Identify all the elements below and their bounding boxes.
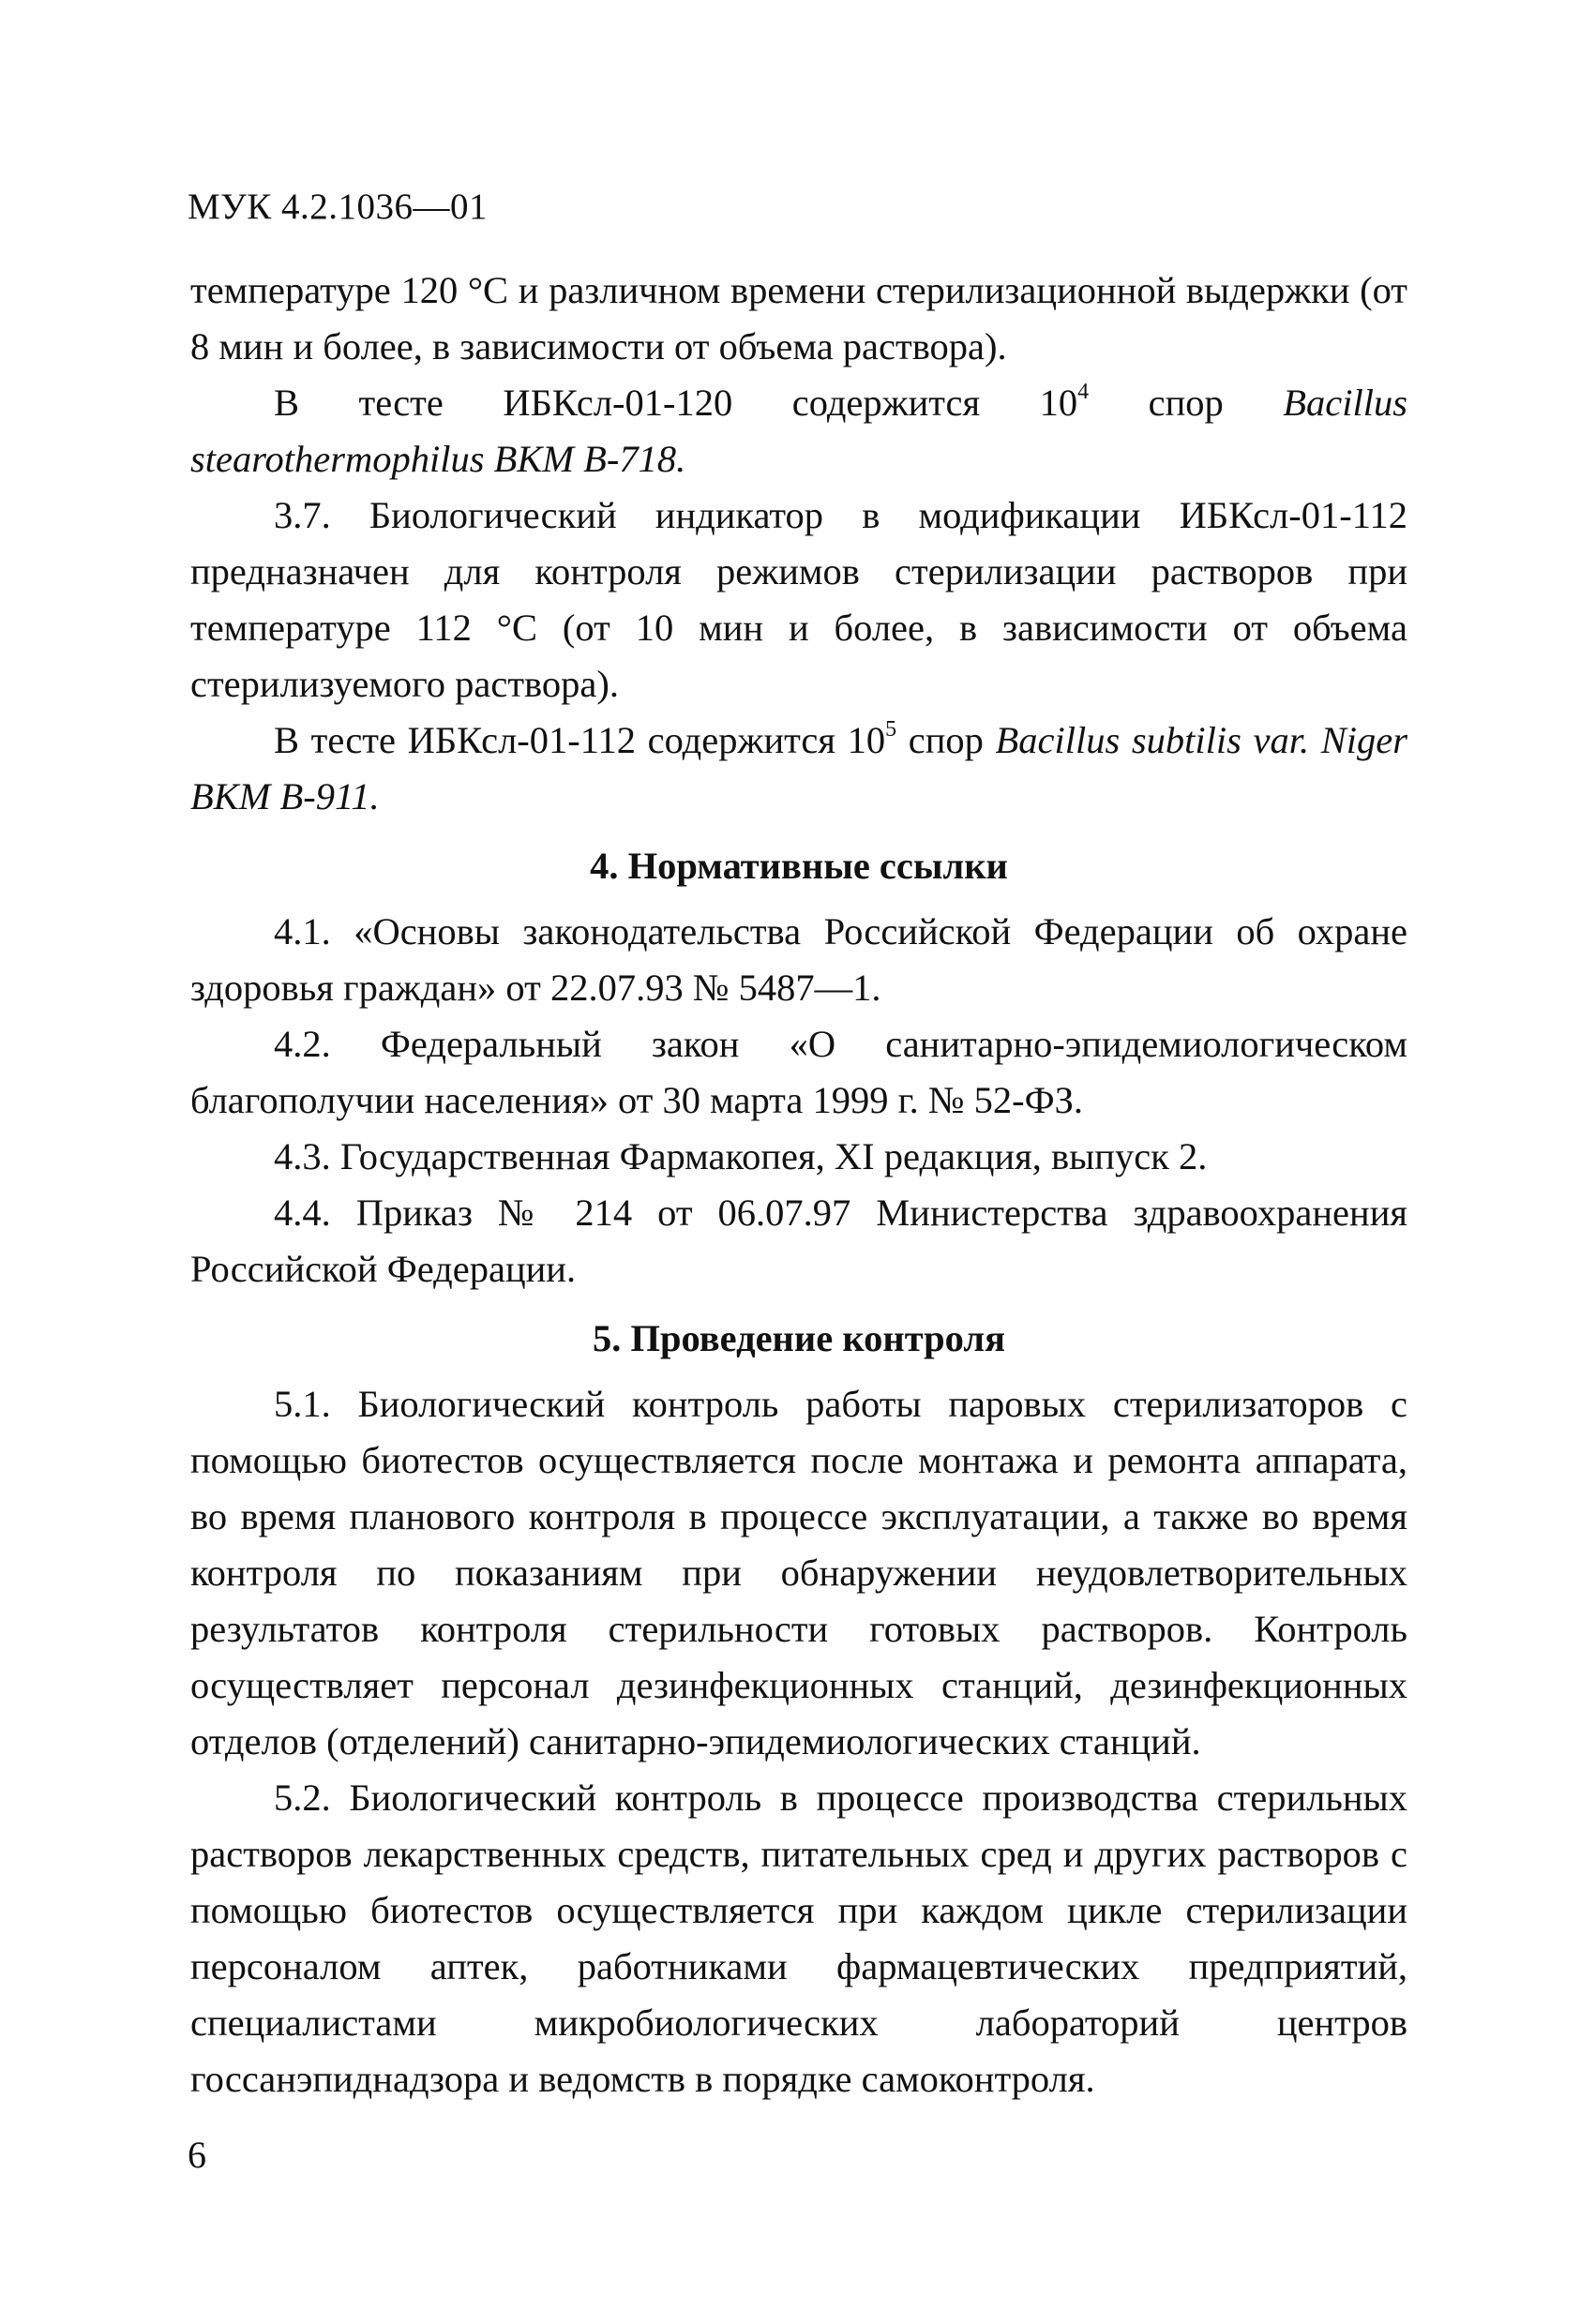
- section-4-item-1: 4.1. «Основы законодательства Российской Федерации об охране здоровья граждан» от 22.07.93 № 5487—1.: [190, 910, 1407, 1009]
- paragraph-test-112-exponent: 5: [885, 716, 897, 742]
- paragraph-test-112-text: В тесте ИБКсл-01-112 содержится 10: [274, 719, 886, 761]
- section-5-item-2: 5.2. Биологический контроль в процессе производства стерильных растворов лекарственных средств, питательных сред и других растворов с помощью биотестов осуществляется при каждом цикле стерилизации персоналом аптек, работниками фармацевтических предприятий, специалистами микробиологических лабораторий центров госсанэпиднадзора и ведомств в порядке самоконтроля.: [190, 1777, 1407, 2100]
- document-body: [190, 262, 1407, 2107]
- document-header-code: МУК 4.2.1036—01: [188, 187, 489, 227]
- paragraph-test-112: [190, 712, 1407, 825]
- section-4-item-4: 4.4. Приказ № 214 от 06.07.97 Министерства здравоохранения Российской Федерации.: [190, 1192, 1407, 1290]
- paragraph-test-120-text: В тесте ИБКсл-01-120 содержится 10: [274, 382, 1078, 424]
- section-4-item-3: 4.3. Государственная Фармакопея, XI редакция, выпуск 2.: [274, 1135, 1208, 1177]
- paragraph-3-7: 3.7. Биологический индикатор в модификации ИБКсл-01-112 предназначен для контроля режимов стерилизации растворов при температуре 112 °С (от 10 мин и более, в зависимости от объема стерилизуемого раствора).: [190, 494, 1407, 705]
- section-4-item-2: 4.2. Федеральный закон «О санитарно-эпидемиологическом благополучии населения» от 30 марта 1999 г. № 52-ФЗ.: [190, 1023, 1407, 1121]
- paragraph-test-120-spores: спор: [1089, 382, 1284, 424]
- paragraph-test-120-exponent: 4: [1077, 379, 1090, 404]
- paragraph-continuation: температуре 120 °С и различном времени стерилизационной выдержки (от 8 мин и более, в зависимости от объема раствора).: [190, 269, 1407, 367]
- section-4-heading: 4. Нормативные ссылки: [590, 845, 1008, 887]
- paragraph-test-112-spores: спор: [896, 719, 996, 761]
- page-number: 6: [188, 2134, 206, 2176]
- paragraph-test-120: [190, 375, 1407, 487]
- section-5-heading: 5. Проведение контроля: [593, 1317, 1005, 1359]
- paragraph-test-112-species: Bacillus subtilis var. Niger ВКМ В-911.: [190, 719, 1408, 817]
- section-5-item-1: 5.1. Биологический контроль работы паровых стерилизаторов с помощью биотестов осуществляется после монтажа и ремонта аппарата, во время планового контроля в процессе эксплуатации, а также во время контроля по показаниям при обнаружении неудовлетворительных результатов контроля стерильности готовых растворов. Контроль осуществляет персонал дезинфекционных станций, дезинфекционных отделов (отделений) санитарно-эпидемиологических станций.: [190, 1383, 1407, 1762]
- paragraph-test-120-species: Bacillus stearothermophilus ВКМ В-718.: [190, 382, 1407, 480]
